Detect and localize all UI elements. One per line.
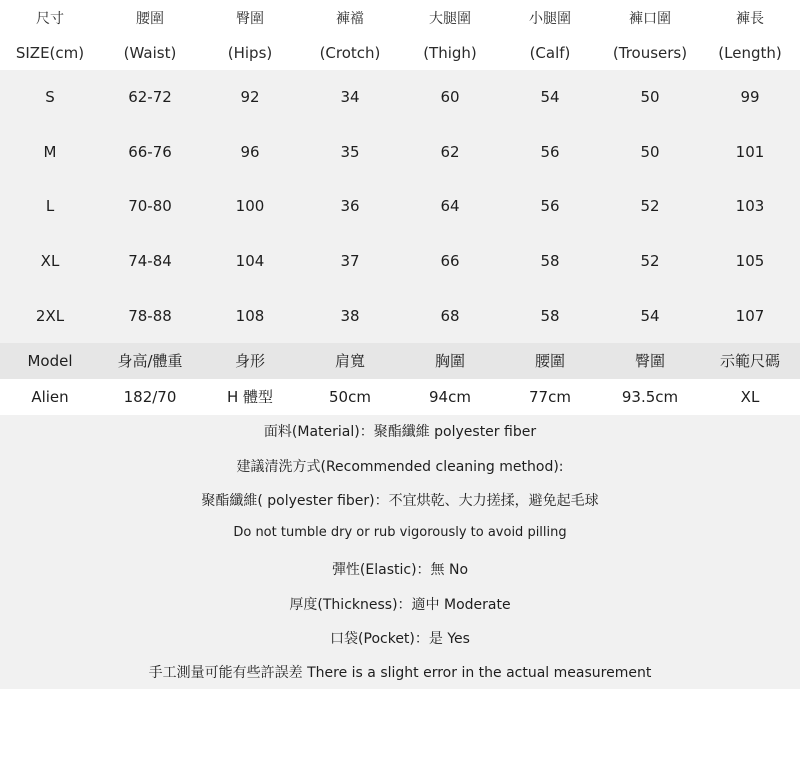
header-zh-hips: 臀圍 [236, 11, 264, 27]
cell-hips: 96 [240, 142, 260, 161]
cell-calf: 56 [540, 142, 560, 161]
table-row [0, 70, 800, 125]
cell-thigh: 62 [440, 142, 460, 161]
cell-length: 105 [735, 252, 765, 271]
note-thickness: 厚度(Thickness)：適中 Moderate [289, 596, 511, 613]
model-height-weight: 182/70 [123, 387, 177, 406]
table-row [0, 234, 800, 289]
cell-trousers: 52 [640, 252, 660, 271]
cell-trousers: 54 [640, 306, 660, 325]
model-table-header [0, 343, 800, 379]
model-header-height-weight: 身高/體重 [117, 352, 183, 371]
cell-thigh: 66 [440, 252, 460, 271]
header-zh-crotch: 褲襠 [336, 11, 364, 27]
cell-size: XL [40, 252, 60, 271]
model-body-shape: H 體型 [226, 388, 274, 407]
cell-trousers: 52 [640, 197, 660, 216]
header-zh-thigh: 大腿圍 [429, 11, 471, 27]
cell-waist: 70-80 [128, 197, 172, 216]
cell-crotch: 38 [340, 306, 360, 325]
model-header-size-worn: 示範尺碼 [719, 352, 780, 371]
header-en-hips: (Hips) [227, 44, 273, 62]
model-header-hips: 臀圍 [634, 352, 665, 371]
model-chest: 94cm [429, 387, 471, 406]
table-row [0, 179, 800, 234]
header-zh-size: 尺寸 [36, 11, 64, 27]
cell-length: 103 [735, 197, 765, 216]
cell-crotch: 37 [340, 252, 360, 271]
cell-size: L [45, 197, 55, 216]
model-waist: 77cm [529, 387, 571, 406]
note-cleaning-zh: 聚酯纖維( polyester fiber)：不宜烘乾、大力搓揉，避免起毛球 [201, 492, 599, 509]
note-material: 面料(Material)：聚酯纖維 polyester fiber [263, 423, 537, 440]
header-en-size: SIZE(cm) [15, 44, 85, 62]
cell-waist: 66-76 [128, 142, 172, 161]
cell-calf: 54 [540, 88, 560, 107]
note-pocket: 口袋(Pocket)：是 Yes [330, 630, 470, 647]
cell-length: 101 [735, 142, 765, 161]
size-table-body [0, 70, 800, 343]
cell-thigh: 60 [440, 88, 460, 107]
header-en-thigh: (Thigh) [423, 44, 477, 62]
header-en-calf: (Calf) [529, 44, 571, 62]
cell-calf: 56 [540, 197, 560, 216]
cell-calf: 58 [540, 252, 560, 271]
model-shoulder: 50cm [329, 387, 371, 406]
cell-trousers: 50 [640, 142, 660, 161]
cell-length: 99 [740, 88, 760, 107]
cell-size: S [45, 88, 55, 107]
model-hips: 93.5cm [621, 387, 679, 406]
header-en-crotch: (Crotch) [319, 44, 381, 62]
cell-size: 2XL [35, 306, 65, 325]
cell-trousers: 50 [640, 88, 660, 107]
header-en-waist: (Waist) [123, 44, 177, 62]
cell-crotch: 34 [340, 88, 360, 107]
cell-waist: 78-88 [128, 306, 172, 325]
note-elastic: 彈性(Elastic)：無 No [331, 561, 469, 578]
cell-crotch: 35 [340, 142, 360, 161]
model-size-worn: XL [740, 387, 760, 406]
note-cleaning-title: 建議清洗方式(Recommended cleaning method): [236, 458, 564, 475]
model-header-shoulder: 肩寬 [334, 352, 365, 371]
cell-hips: 100 [235, 197, 265, 216]
model-name: Alien [31, 387, 69, 406]
cell-length: 107 [735, 306, 765, 325]
cell-hips: 108 [235, 306, 265, 325]
model-table-row [0, 379, 800, 415]
header-zh-length: 褲長 [736, 11, 764, 27]
model-header-body-shape: 身形 [234, 352, 265, 371]
table-row [0, 288, 800, 343]
header-en-trousers: (Trousers) [612, 44, 688, 62]
table-row [0, 125, 800, 180]
model-header-waist: 腰圍 [534, 352, 565, 371]
size-table-header-en [0, 36, 800, 70]
cell-size: M [43, 142, 57, 161]
cell-waist: 74-84 [128, 252, 172, 271]
header-zh-waist: 腰圍 [136, 11, 164, 27]
cell-thigh: 64 [440, 197, 460, 216]
model-header-model: Model [27, 351, 73, 370]
product-notes [0, 415, 800, 689]
header-en-length: (Length) [718, 44, 782, 62]
header-zh-calf: 小腿圍 [529, 11, 571, 27]
cell-hips: 104 [235, 252, 265, 271]
cell-waist: 62-72 [128, 88, 172, 107]
note-cleaning-en: Do not tumble dry or rub vigorously to avoid pilling [233, 524, 567, 540]
cell-thigh: 68 [440, 306, 460, 325]
note-measurement-error: 手工測量可能有些許誤差 There is a slight error in the actual measurement [148, 664, 652, 681]
cell-hips: 92 [240, 88, 260, 107]
model-header-chest: 胸圍 [434, 352, 465, 371]
cell-calf: 58 [540, 306, 560, 325]
cell-crotch: 36 [340, 197, 360, 216]
header-zh-trousers: 褲口圍 [629, 11, 671, 27]
size-table-header-zh [0, 0, 800, 36]
